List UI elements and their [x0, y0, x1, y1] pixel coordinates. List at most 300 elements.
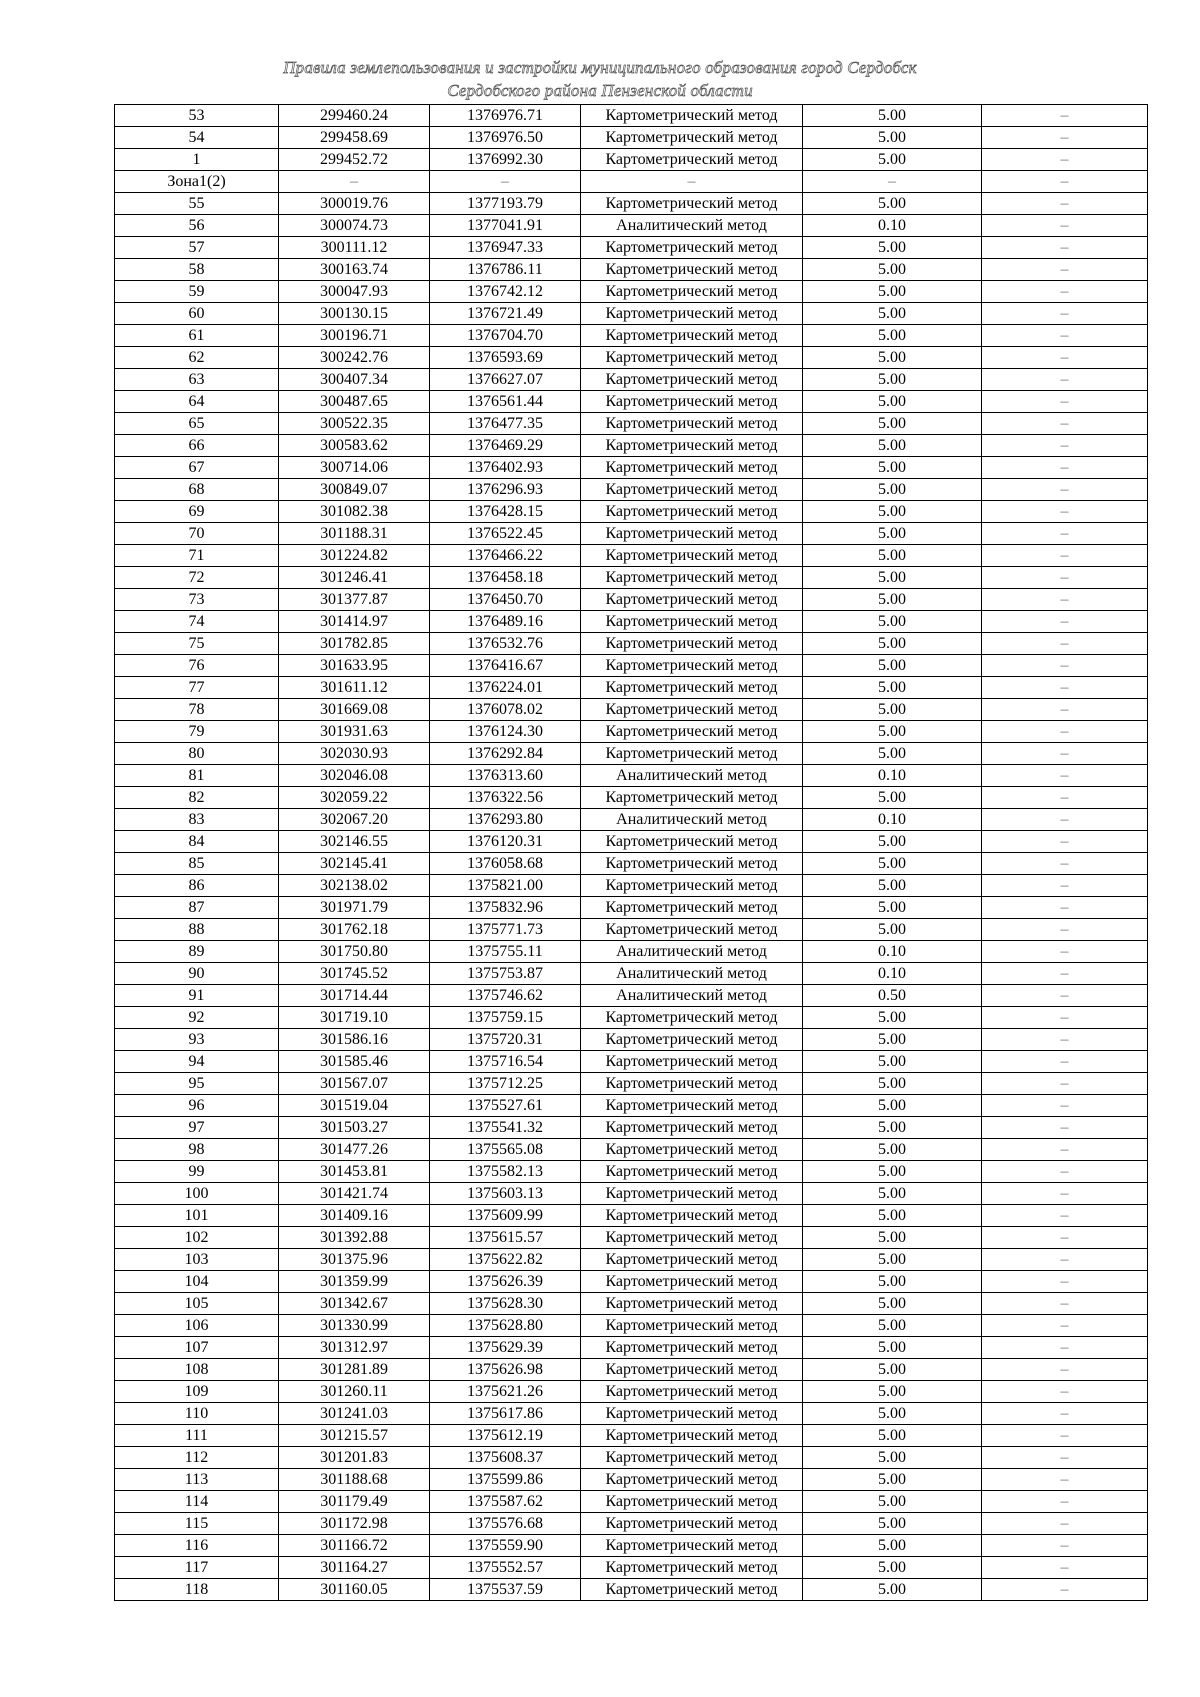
note-cell: –: [982, 1579, 1148, 1601]
y-coordinate-cell: 1375537.59: [430, 1579, 581, 1601]
method-cell: Картометрический метод: [581, 677, 803, 699]
method-cell: Картометрический метод: [581, 1095, 803, 1117]
accuracy-cell: 5.00: [803, 237, 982, 259]
x-coordinate-cell: –: [279, 171, 430, 193]
table-row: [115, 281, 1148, 303]
point-number-cell: 116: [115, 1535, 279, 1557]
x-coordinate-cell: 301359.99: [279, 1271, 430, 1293]
note-cell: –: [982, 501, 1148, 523]
method-cell: Картометрический метод: [581, 633, 803, 655]
running-header-line-1: Правила землепользования и застройки муниципального образования город Сердобск: [283, 58, 917, 77]
accuracy-cell: 5.00: [803, 787, 982, 809]
running-header-line-2: Сердобского района Пензенской области: [447, 81, 753, 100]
accuracy-cell: 5.00: [803, 721, 982, 743]
y-coordinate-cell: 1376593.69: [430, 347, 581, 369]
accuracy-cell: 5.00: [803, 611, 982, 633]
x-coordinate-cell: 299458.69: [279, 127, 430, 149]
x-coordinate-cell: 301241.03: [279, 1403, 430, 1425]
note-cell: –: [982, 809, 1148, 831]
x-coordinate-cell: 301188.31: [279, 523, 430, 545]
table-row: [115, 1513, 1148, 1535]
table-row: [115, 853, 1148, 875]
accuracy-cell: 5.00: [803, 1381, 982, 1403]
accuracy-cell: 5.00: [803, 149, 982, 171]
table-row: [115, 193, 1148, 215]
note-cell: –: [982, 1403, 1148, 1425]
method-cell: Аналитический метод: [581, 941, 803, 963]
note-cell: –: [982, 1381, 1148, 1403]
table-row: [115, 391, 1148, 413]
note-cell: –: [982, 853, 1148, 875]
note-cell: –: [982, 1073, 1148, 1095]
table-row: [115, 1381, 1148, 1403]
method-cell: Картометрический метод: [581, 1139, 803, 1161]
accuracy-cell: 5.00: [803, 523, 982, 545]
method-cell: Картометрический метод: [581, 1073, 803, 1095]
x-coordinate-cell: 301342.67: [279, 1293, 430, 1315]
method-cell: Картометрический метод: [581, 721, 803, 743]
x-coordinate-cell: 301082.38: [279, 501, 430, 523]
y-coordinate-cell: 1375615.57: [430, 1227, 581, 1249]
note-cell: –: [982, 545, 1148, 567]
note-cell: –: [982, 171, 1148, 193]
point-number-cell: 57: [115, 237, 279, 259]
table-row: [115, 457, 1148, 479]
y-coordinate-cell: 1376224.01: [430, 677, 581, 699]
x-coordinate-cell: 300130.15: [279, 303, 430, 325]
accuracy-cell: 5.00: [803, 743, 982, 765]
point-number-cell: 105: [115, 1293, 279, 1315]
point-number-cell: 98: [115, 1139, 279, 1161]
accuracy-cell: 5.00: [803, 677, 982, 699]
y-coordinate-cell: 1375622.82: [430, 1249, 581, 1271]
accuracy-cell: 5.00: [803, 479, 982, 501]
accuracy-cell: 5.00: [803, 1117, 982, 1139]
method-cell: Картометрический метод: [581, 1315, 803, 1337]
point-number-cell: 114: [115, 1491, 279, 1513]
note-cell: –: [982, 523, 1148, 545]
x-coordinate-cell: 300111.12: [279, 237, 430, 259]
point-number-cell: 88: [115, 919, 279, 941]
y-coordinate-cell: 1375617.86: [430, 1403, 581, 1425]
note-cell: –: [982, 1513, 1148, 1535]
note-cell: –: [982, 369, 1148, 391]
y-coordinate-cell: 1375609.99: [430, 1205, 581, 1227]
point-number-cell: 1: [115, 149, 279, 171]
method-cell: Картометрический метод: [581, 479, 803, 501]
y-coordinate-cell: 1375541.32: [430, 1117, 581, 1139]
accuracy-cell: –: [803, 171, 982, 193]
y-coordinate-cell: 1375565.08: [430, 1139, 581, 1161]
method-cell: Картометрический метод: [581, 545, 803, 567]
y-coordinate-cell: 1375753.87: [430, 963, 581, 985]
accuracy-cell: 5.00: [803, 369, 982, 391]
method-cell: Картометрический метод: [581, 347, 803, 369]
method-cell: Картометрический метод: [581, 1293, 803, 1315]
y-coordinate-cell: 1376947.33: [430, 237, 581, 259]
note-cell: –: [982, 1095, 1148, 1117]
x-coordinate-cell: 301453.81: [279, 1161, 430, 1183]
table-row: [115, 127, 1148, 149]
note-cell: –: [982, 897, 1148, 919]
note-cell: –: [982, 1337, 1148, 1359]
point-number-cell: 86: [115, 875, 279, 897]
method-cell: Картометрический метод: [581, 1557, 803, 1579]
method-cell: Картометрический метод: [581, 919, 803, 941]
point-number-cell: 71: [115, 545, 279, 567]
x-coordinate-cell: 300487.65: [279, 391, 430, 413]
y-coordinate-cell: –: [430, 171, 581, 193]
method-cell: Картометрический метод: [581, 1359, 803, 1381]
table-row: [115, 369, 1148, 391]
note-cell: –: [982, 919, 1148, 941]
point-number-cell: 78: [115, 699, 279, 721]
x-coordinate-cell: 300242.76: [279, 347, 430, 369]
accuracy-cell: 5.00: [803, 1469, 982, 1491]
table-row: [115, 1491, 1148, 1513]
accuracy-cell: 5.00: [803, 1447, 982, 1469]
point-number-cell: 102: [115, 1227, 279, 1249]
accuracy-cell: 5.00: [803, 875, 982, 897]
accuracy-cell: 0.10: [803, 809, 982, 831]
x-coordinate-cell: 300583.62: [279, 435, 430, 457]
x-coordinate-cell: 301224.82: [279, 545, 430, 567]
point-number-cell: 107: [115, 1337, 279, 1359]
point-number-cell: 55: [115, 193, 279, 215]
method-cell: Картометрический метод: [581, 1183, 803, 1205]
point-number-cell: 76: [115, 655, 279, 677]
point-number-cell: 70: [115, 523, 279, 545]
x-coordinate-cell: 301215.57: [279, 1425, 430, 1447]
x-coordinate-cell: 301611.12: [279, 677, 430, 699]
point-number-cell: 99: [115, 1161, 279, 1183]
note-cell: –: [982, 831, 1148, 853]
method-cell: Картометрический метод: [581, 391, 803, 413]
accuracy-cell: 5.00: [803, 1183, 982, 1205]
running-header: [0, 56, 1200, 102]
accuracy-cell: 5.00: [803, 1513, 982, 1535]
point-number-cell: 91: [115, 985, 279, 1007]
table-row: [115, 1359, 1148, 1381]
method-cell: Картометрический метод: [581, 1007, 803, 1029]
point-number-cell: 117: [115, 1557, 279, 1579]
accuracy-cell: 5.00: [803, 1205, 982, 1227]
note-cell: –: [982, 1227, 1148, 1249]
table-row: [115, 347, 1148, 369]
x-coordinate-cell: 300407.34: [279, 369, 430, 391]
table-row: [115, 545, 1148, 567]
accuracy-cell: 0.10: [803, 765, 982, 787]
method-cell: Картометрический метод: [581, 1051, 803, 1073]
x-coordinate-cell: 301166.72: [279, 1535, 430, 1557]
x-coordinate-cell: 300196.71: [279, 325, 430, 347]
x-coordinate-cell: 300714.06: [279, 457, 430, 479]
y-coordinate-cell: 1376313.60: [430, 765, 581, 787]
method-cell: Аналитический метод: [581, 809, 803, 831]
point-number-cell: 82: [115, 787, 279, 809]
accuracy-cell: 5.00: [803, 1051, 982, 1073]
y-coordinate-cell: 1376322.56: [430, 787, 581, 809]
accuracy-cell: 5.00: [803, 853, 982, 875]
x-coordinate-cell: 300074.73: [279, 215, 430, 237]
table-row: [115, 897, 1148, 919]
point-number-cell: 112: [115, 1447, 279, 1469]
x-coordinate-cell: 300849.07: [279, 479, 430, 501]
note-cell: –: [982, 567, 1148, 589]
y-coordinate-cell: 1377041.91: [430, 215, 581, 237]
accuracy-cell: 5.00: [803, 1557, 982, 1579]
method-cell: Картометрический метод: [581, 1271, 803, 1293]
note-cell: –: [982, 633, 1148, 655]
accuracy-cell: 5.00: [803, 193, 982, 215]
table-row: [115, 1205, 1148, 1227]
x-coordinate-cell: 301669.08: [279, 699, 430, 721]
point-number-cell: 69: [115, 501, 279, 523]
table-row: [115, 1271, 1148, 1293]
point-number-cell: 77: [115, 677, 279, 699]
accuracy-cell: 5.00: [803, 391, 982, 413]
x-coordinate-cell: 301503.27: [279, 1117, 430, 1139]
x-coordinate-cell: 301330.99: [279, 1315, 430, 1337]
x-coordinate-cell: 301172.98: [279, 1513, 430, 1535]
method-cell: Картометрический метод: [581, 193, 803, 215]
table-row: [115, 171, 1148, 193]
y-coordinate-cell: 1375621.26: [430, 1381, 581, 1403]
accuracy-cell: 5.00: [803, 105, 982, 127]
x-coordinate-cell: 301375.96: [279, 1249, 430, 1271]
point-number-cell: 110: [115, 1403, 279, 1425]
accuracy-cell: 5.00: [803, 413, 982, 435]
note-cell: –: [982, 1139, 1148, 1161]
method-cell: Картометрический метод: [581, 237, 803, 259]
x-coordinate-cell: 301281.89: [279, 1359, 430, 1381]
point-number-cell: 95: [115, 1073, 279, 1095]
table-row: [115, 1249, 1148, 1271]
x-coordinate-cell: 301179.49: [279, 1491, 430, 1513]
y-coordinate-cell: 1376627.07: [430, 369, 581, 391]
point-number-cell: 60: [115, 303, 279, 325]
point-number-cell: 113: [115, 1469, 279, 1491]
table-row: [115, 1007, 1148, 1029]
y-coordinate-cell: 1376466.22: [430, 545, 581, 567]
method-cell: Картометрический метод: [581, 1447, 803, 1469]
note-cell: –: [982, 259, 1148, 281]
x-coordinate-cell: 302030.93: [279, 743, 430, 765]
table-row: [115, 1425, 1148, 1447]
method-cell: Картометрический метод: [581, 1381, 803, 1403]
point-number-cell: 59: [115, 281, 279, 303]
accuracy-cell: 5.00: [803, 1293, 982, 1315]
table-row: [115, 1469, 1148, 1491]
method-cell: Картометрический метод: [581, 1161, 803, 1183]
note-cell: –: [982, 1293, 1148, 1315]
y-coordinate-cell: 1375628.30: [430, 1293, 581, 1315]
y-coordinate-cell: 1375771.73: [430, 919, 581, 941]
table-row: [115, 1051, 1148, 1073]
point-number-cell: 92: [115, 1007, 279, 1029]
accuracy-cell: 5.00: [803, 1007, 982, 1029]
note-cell: –: [982, 457, 1148, 479]
table-row: [115, 149, 1148, 171]
y-coordinate-cell: 1375720.31: [430, 1029, 581, 1051]
point-number-cell: 115: [115, 1513, 279, 1535]
point-number-cell: 72: [115, 567, 279, 589]
accuracy-cell: 5.00: [803, 919, 982, 941]
y-coordinate-cell: 1375576.68: [430, 1513, 581, 1535]
method-cell: Картометрический метод: [581, 1117, 803, 1139]
y-coordinate-cell: 1376976.71: [430, 105, 581, 127]
table-row: [115, 743, 1148, 765]
note-cell: –: [982, 677, 1148, 699]
table-row: [115, 105, 1148, 127]
table-row: [115, 875, 1148, 897]
x-coordinate-cell: 302059.22: [279, 787, 430, 809]
point-number-cell: 75: [115, 633, 279, 655]
point-number-cell: 108: [115, 1359, 279, 1381]
x-coordinate-cell: 301633.95: [279, 655, 430, 677]
note-cell: –: [982, 787, 1148, 809]
accuracy-cell: 5.00: [803, 1271, 982, 1293]
accuracy-cell: 5.00: [803, 1403, 982, 1425]
x-coordinate-cell: 301931.63: [279, 721, 430, 743]
table-row: [115, 215, 1148, 237]
y-coordinate-cell: 1375603.13: [430, 1183, 581, 1205]
accuracy-cell: 0.50: [803, 985, 982, 1007]
method-cell: Картометрический метод: [581, 1469, 803, 1491]
table-row: [115, 677, 1148, 699]
y-coordinate-cell: 1376721.49: [430, 303, 581, 325]
accuracy-cell: 5.00: [803, 1337, 982, 1359]
point-number-cell: 103: [115, 1249, 279, 1271]
table-row: [115, 1183, 1148, 1205]
method-cell: Картометрический метод: [581, 853, 803, 875]
method-cell: Картометрический метод: [581, 303, 803, 325]
x-coordinate-cell: 301971.79: [279, 897, 430, 919]
point-number-cell: 79: [115, 721, 279, 743]
method-cell: Картометрический метод: [581, 567, 803, 589]
note-cell: –: [982, 149, 1148, 171]
y-coordinate-cell: 1375712.25: [430, 1073, 581, 1095]
table-row: [115, 963, 1148, 985]
y-coordinate-cell: 1376561.44: [430, 391, 581, 413]
x-coordinate-cell: 300019.76: [279, 193, 430, 215]
method-cell: Картометрический метод: [581, 1491, 803, 1513]
y-coordinate-cell: 1376292.84: [430, 743, 581, 765]
y-coordinate-cell: 1375832.96: [430, 897, 581, 919]
accuracy-cell: 5.00: [803, 1139, 982, 1161]
note-cell: –: [982, 1491, 1148, 1513]
point-number-cell: 81: [115, 765, 279, 787]
method-cell: Аналитический метод: [581, 985, 803, 1007]
note-cell: –: [982, 1557, 1148, 1579]
coordinates-table-body: [115, 105, 1148, 1601]
note-cell: –: [982, 347, 1148, 369]
y-coordinate-cell: 1376293.80: [430, 809, 581, 831]
y-coordinate-cell: 1375746.62: [430, 985, 581, 1007]
note-cell: –: [982, 1447, 1148, 1469]
x-coordinate-cell: 301586.16: [279, 1029, 430, 1051]
note-cell: –: [982, 765, 1148, 787]
accuracy-cell: 0.10: [803, 215, 982, 237]
table-row: [115, 589, 1148, 611]
y-coordinate-cell: 1375527.61: [430, 1095, 581, 1117]
y-coordinate-cell: 1376124.30: [430, 721, 581, 743]
x-coordinate-cell: 301762.18: [279, 919, 430, 941]
table-row: [115, 1579, 1148, 1601]
y-coordinate-cell: 1376428.15: [430, 501, 581, 523]
x-coordinate-cell: 301312.97: [279, 1337, 430, 1359]
y-coordinate-cell: 1376402.93: [430, 457, 581, 479]
y-coordinate-cell: 1376458.18: [430, 567, 581, 589]
method-cell: Картометрический метод: [581, 875, 803, 897]
y-coordinate-cell: 1375559.90: [430, 1535, 581, 1557]
table-row: [115, 1161, 1148, 1183]
table-row: [115, 413, 1148, 435]
method-cell: Картометрический метод: [581, 149, 803, 171]
method-cell: Картометрический метод: [581, 589, 803, 611]
point-number-cell: 67: [115, 457, 279, 479]
point-number-cell: 109: [115, 1381, 279, 1403]
note-cell: –: [982, 1535, 1148, 1557]
point-number-cell: 63: [115, 369, 279, 391]
y-coordinate-cell: 1375626.98: [430, 1359, 581, 1381]
accuracy-cell: 5.00: [803, 699, 982, 721]
table-row: [115, 1117, 1148, 1139]
note-cell: –: [982, 391, 1148, 413]
y-coordinate-cell: 1376522.45: [430, 523, 581, 545]
table-row: [115, 985, 1148, 1007]
x-coordinate-cell: 301421.74: [279, 1183, 430, 1205]
method-cell: Картометрический метод: [581, 1249, 803, 1271]
y-coordinate-cell: 1376296.93: [430, 479, 581, 501]
accuracy-cell: 5.00: [803, 281, 982, 303]
method-cell: Картометрический метод: [581, 105, 803, 127]
note-cell: –: [982, 281, 1148, 303]
table-row: [115, 259, 1148, 281]
accuracy-cell: 5.00: [803, 347, 982, 369]
accuracy-cell: 5.00: [803, 259, 982, 281]
method-cell: Картометрический метод: [581, 897, 803, 919]
accuracy-cell: 5.00: [803, 1315, 982, 1337]
point-number-cell: 61: [115, 325, 279, 347]
point-number-cell: 106: [115, 1315, 279, 1337]
x-coordinate-cell: 301246.41: [279, 567, 430, 589]
note-cell: –: [982, 721, 1148, 743]
y-coordinate-cell: 1375612.19: [430, 1425, 581, 1447]
accuracy-cell: 5.00: [803, 545, 982, 567]
table-row: [115, 1073, 1148, 1095]
accuracy-cell: 5.00: [803, 831, 982, 853]
point-number-cell: 101: [115, 1205, 279, 1227]
point-number-cell: 74: [115, 611, 279, 633]
x-coordinate-cell: 299452.72: [279, 149, 430, 171]
y-coordinate-cell: 1376120.31: [430, 831, 581, 853]
point-number-cell: 104: [115, 1271, 279, 1293]
accuracy-cell: 5.00: [803, 655, 982, 677]
table-row: [115, 1293, 1148, 1315]
method-cell: Картометрический метод: [581, 787, 803, 809]
x-coordinate-cell: 301719.10: [279, 1007, 430, 1029]
x-coordinate-cell: 301201.83: [279, 1447, 430, 1469]
note-cell: –: [982, 1315, 1148, 1337]
x-coordinate-cell: 299460.24: [279, 105, 430, 127]
point-number-cell: 84: [115, 831, 279, 853]
accuracy-cell: 5.00: [803, 1359, 982, 1381]
point-number-cell: 87: [115, 897, 279, 919]
y-coordinate-cell: 1376416.67: [430, 655, 581, 677]
point-number-cell: 96: [115, 1095, 279, 1117]
point-number-cell: 64: [115, 391, 279, 413]
